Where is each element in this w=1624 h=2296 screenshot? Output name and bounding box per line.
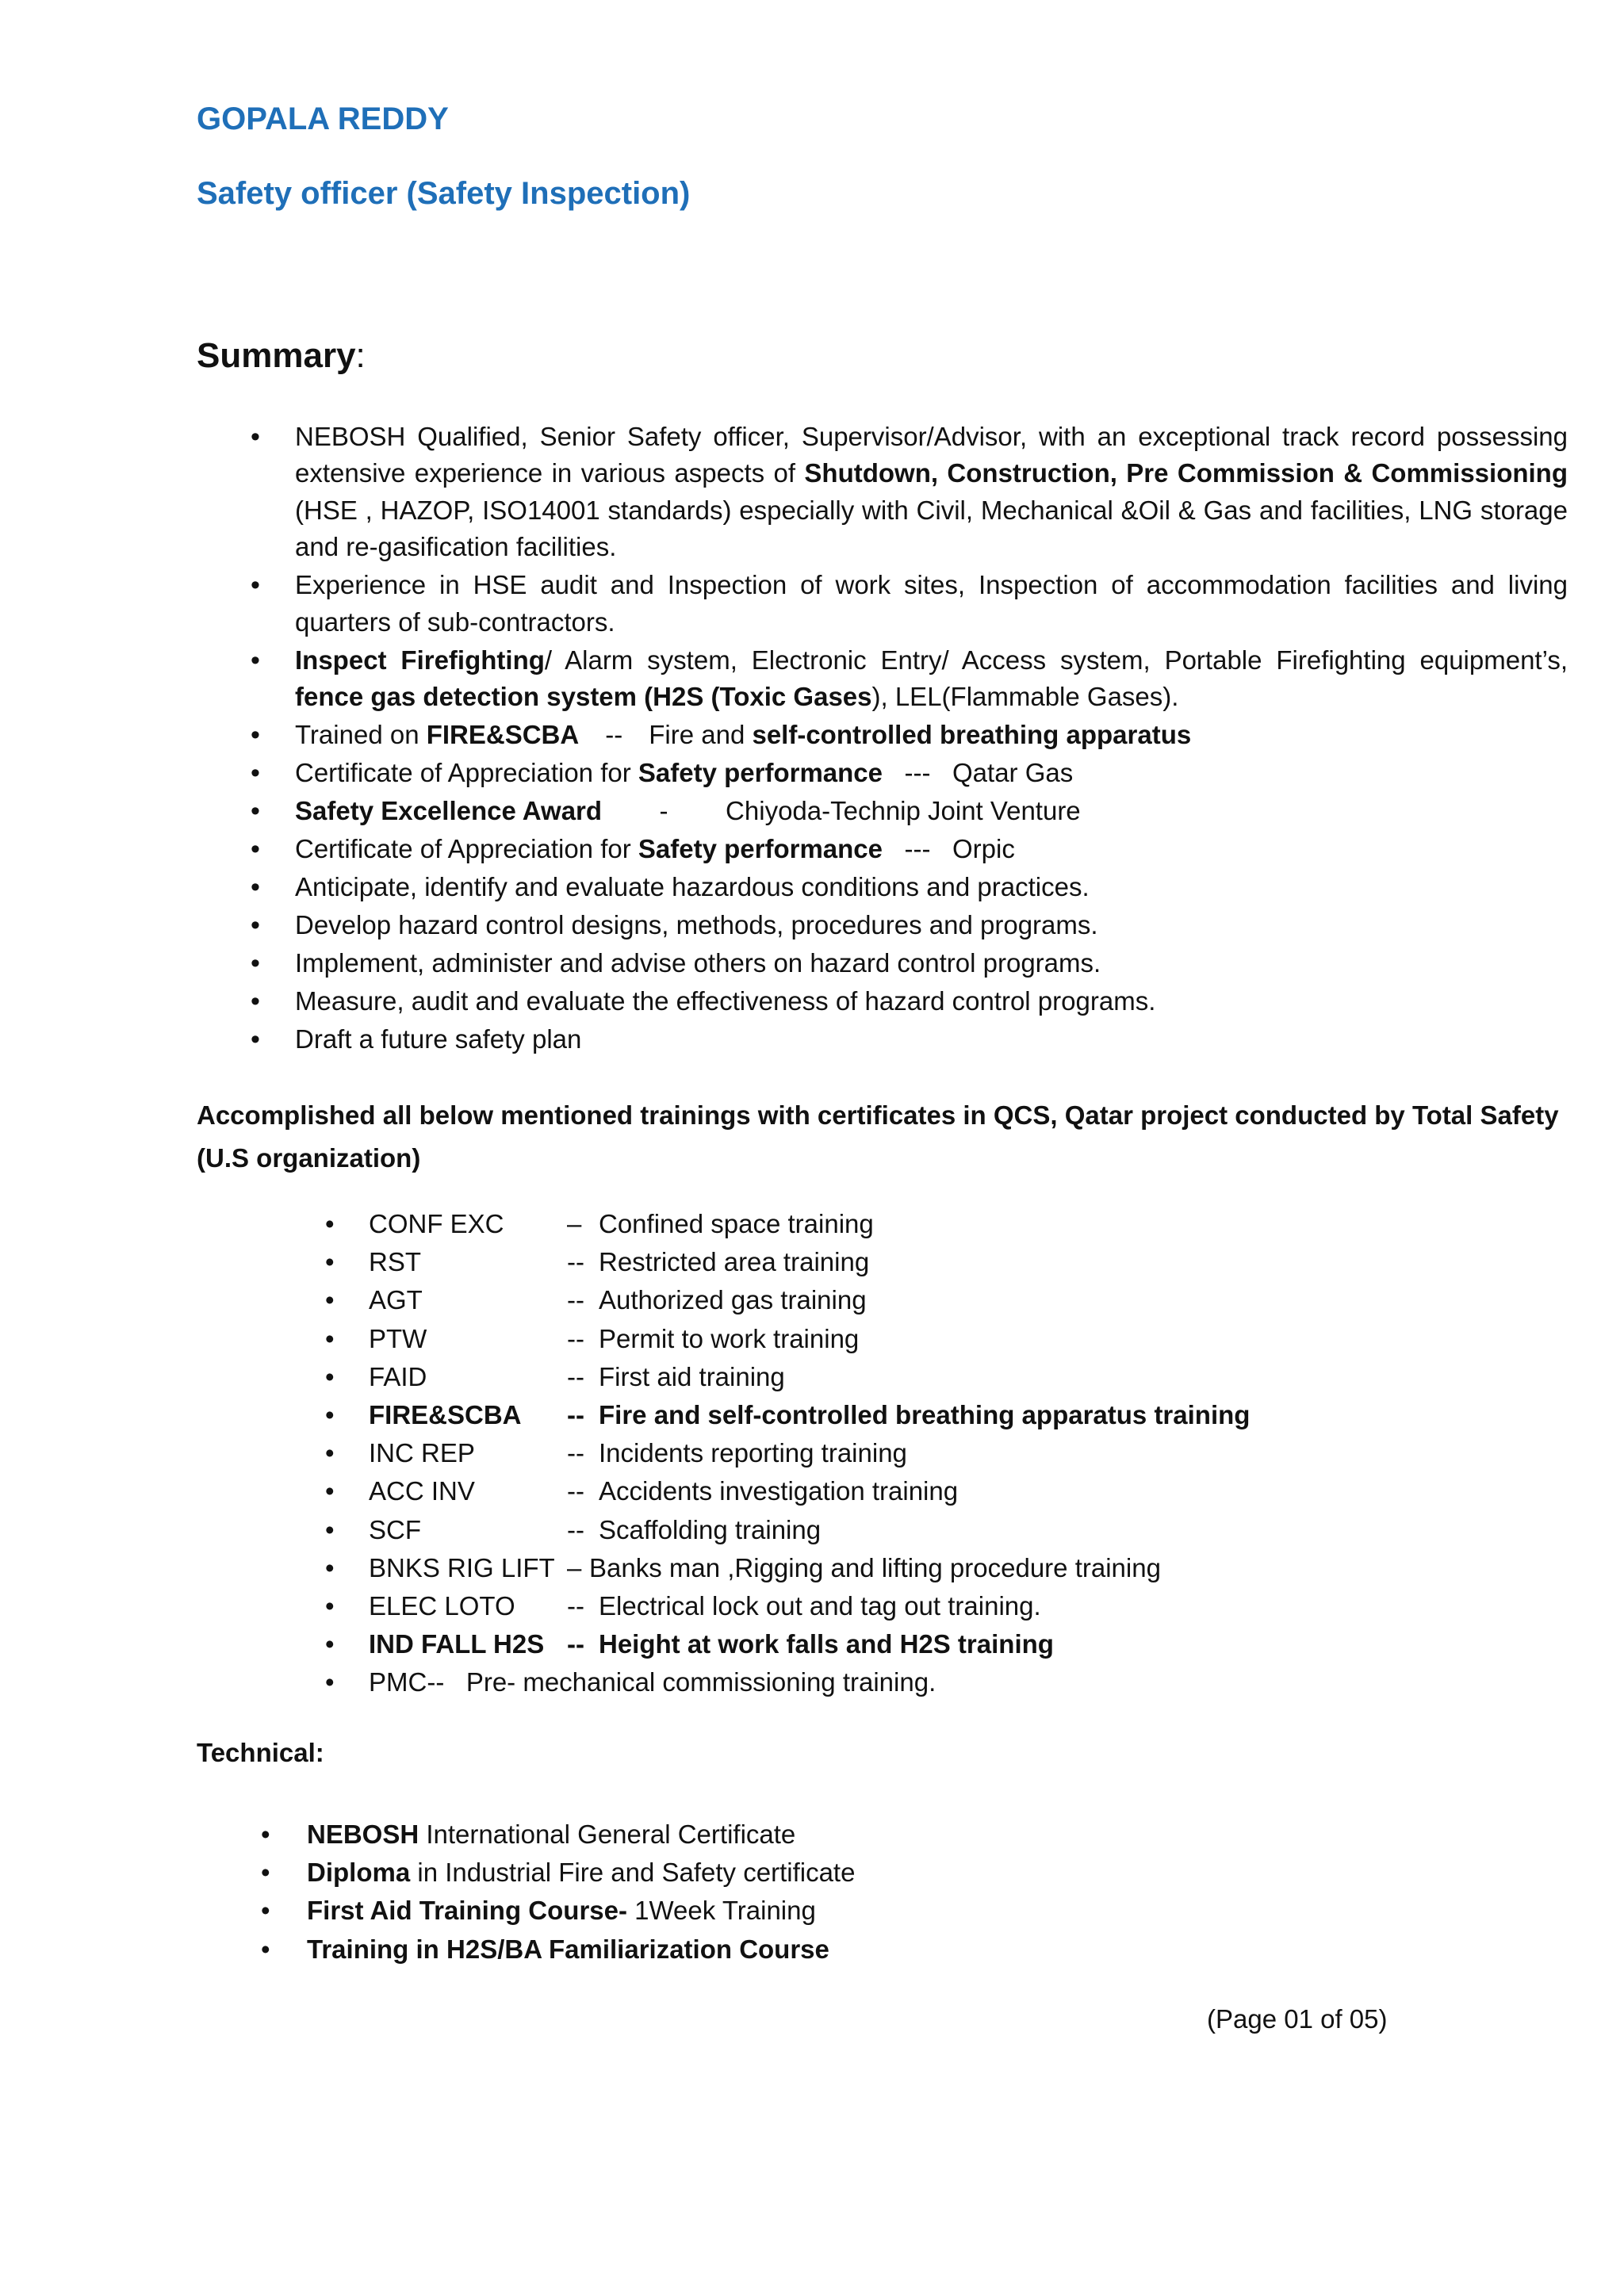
candidate-role: Safety officer (Safety Inspection) [197, 176, 691, 211]
summary-separator: --- [904, 758, 931, 788]
training-item [369, 1663, 1479, 1701]
training-item [369, 1587, 1479, 1625]
technical-text: International General Certificate [419, 1820, 796, 1849]
trainings-intro: Accomplished all below mentioned trainings with certificates in QCS, Qatar project conducted by Total Safety (U.S organization) [197, 1100, 1559, 1173]
page-number: (Page 01 of 05) [1207, 2004, 1388, 2034]
training-separator: -- [567, 1514, 584, 1544]
summary-text: Anticipate, identify and evaluate hazardous conditions and practices. [295, 872, 1090, 902]
training-code: FIRE&SCBA [369, 1400, 522, 1430]
summary-item [295, 1021, 1568, 1058]
summary-bold: fence gas detection system (H2S (Toxic Gases [295, 682, 872, 712]
technical-item [307, 1931, 1417, 1969]
technical-text: 1Week Training [626, 1896, 816, 1926]
summary-text: (HSE , HAZOP, ISO14001 standards) especially with Civil, Mechanical &Oil & Gas and facilities, LNG storage and re-gasification facilities. [295, 495, 1568, 562]
training-separator: -- [567, 1323, 584, 1353]
training-desc: Fire and self-controlled breathing apparatus training [599, 1400, 1251, 1430]
training-code: FAID [369, 1361, 427, 1391]
summary-item [295, 983, 1568, 1020]
summary-bold: FIRE&SCBA [426, 720, 580, 750]
summary-item [295, 907, 1568, 943]
training-separator: -- [567, 1591, 584, 1621]
summary-text: Develop hazard control designs, methods, procedures and programs. [295, 910, 1098, 940]
summary-bold: Safety performance [638, 834, 883, 864]
training-separator: -- [567, 1247, 584, 1277]
training-desc: Incidents reporting training [599, 1438, 907, 1468]
summary-text: Certificate of Appreciation for [295, 834, 638, 864]
training-desc: Authorized gas training [599, 1285, 867, 1315]
training-code: IND FALL H2S [369, 1629, 545, 1659]
training-code: PTW [369, 1323, 427, 1353]
summary-text: Draft a future safety plan [295, 1024, 582, 1054]
training-item [369, 1625, 1479, 1663]
summary-item [295, 755, 1568, 791]
summary-item [295, 717, 1568, 753]
technical-item [307, 1854, 1417, 1892]
summary-text: Measure, audit and evaluate the effectiveness of hazard control programs. [295, 986, 1156, 1016]
summary-separator: - [659, 796, 668, 826]
technical-text: in Industrial Fire and Safety certificate [410, 1858, 856, 1888]
training-desc: Banks man ,Rigging and lifting procedure training [589, 1552, 1161, 1582]
training-item [369, 1320, 1479, 1358]
summary-item [295, 419, 1568, 566]
training-desc: Confined space training [599, 1209, 874, 1238]
summary-text: Trained on [295, 720, 427, 750]
summary-text: Certificate of Appreciation for [295, 758, 638, 788]
training-desc: Restricted area training [599, 1247, 870, 1277]
training-code: ACC INV [369, 1476, 475, 1506]
training-desc: Permit to work training [599, 1323, 860, 1353]
summary-text: / Alarm system, Electronic Entry/ Access system, Portable Firefighting equipment’s, [544, 645, 1568, 675]
training-item [369, 1511, 1479, 1549]
training-desc: Accidents investigation training [599, 1476, 959, 1506]
summary-item [295, 831, 1568, 867]
training-item [369, 1396, 1479, 1434]
training-separator: – [567, 1552, 582, 1582]
training-desc: Height at work falls and H2S training [599, 1629, 1054, 1659]
summary-text: Qatar Gas [952, 758, 1074, 788]
summary-bold: Safety Excellence Award [295, 796, 603, 826]
training-separator: – [567, 1209, 582, 1238]
summary-separator: --- [904, 834, 931, 864]
technical-heading: Technical: [197, 1738, 324, 1767]
training-code: SCF [369, 1514, 421, 1544]
summary-list [295, 419, 1568, 1059]
training-desc: Electrical lock out and tag out training. [599, 1591, 1041, 1621]
summary-text: NEBOSH Qualified, Senior Safety officer, Supervisor/Advisor, with an exceptional track record possessing extensive experience in various aspects of [295, 422, 1568, 488]
training-separator: -- [567, 1361, 584, 1391]
training-item [369, 1281, 1479, 1319]
training-code: RST [369, 1247, 421, 1277]
technical-bold: Diploma [307, 1858, 411, 1888]
technical-bold: NEBOSH [307, 1820, 419, 1849]
training-item [369, 1205, 1479, 1243]
summary-item [295, 567, 1568, 641]
summary-text: Experience in HSE audit and Inspection of work sites, Inspection of accommodation facilities and living quarters of sub-contractors. [295, 570, 1568, 637]
training-code: BNKS RIG LIFT [369, 1552, 555, 1582]
training-list [369, 1205, 1479, 1702]
training-desc: Scaffolding training [599, 1514, 822, 1544]
technical-bold: First Aid Training Course- [307, 1896, 627, 1926]
technical-item [307, 1816, 1417, 1854]
training-desc: First aid training [599, 1361, 785, 1391]
training-code: AGT [369, 1285, 423, 1315]
summary-text: Chiyoda-Technip Joint Venture [726, 796, 1081, 826]
training-separator: -- [567, 1476, 584, 1506]
summary-bold: Safety performance [638, 758, 883, 788]
summary-item [295, 945, 1568, 982]
candidate-name: GOPALA REDDY [197, 101, 449, 136]
technical-list [307, 1816, 1417, 1969]
training-item [369, 1549, 1479, 1587]
summary-heading-label: Summary [197, 336, 356, 375]
summary-text: Fire and [649, 720, 753, 750]
training-code: CONF EXC [369, 1209, 504, 1238]
technical-bold: Training in H2S/BA Familiarization Course [307, 1934, 829, 1964]
summary-item [295, 869, 1568, 905]
summary-text: ), LEL(Flammable Gases). [871, 682, 1179, 712]
technical-item [307, 1892, 1417, 1930]
summary-item [295, 793, 1568, 829]
summary-text: Orpic [952, 834, 1015, 864]
summary-text: Implement, administer and advise others on hazard control programs. [295, 948, 1101, 978]
training-separator: -- [567, 1438, 584, 1468]
training-code: PMC-- [369, 1667, 445, 1697]
summary-bold: Shutdown, Construction, Pre Commission & Commissioning [804, 458, 1568, 488]
training-item [369, 1358, 1479, 1396]
summary-bold: Inspect Firefighting [295, 645, 545, 675]
training-separator: -- [567, 1629, 584, 1659]
training-desc: Pre- mechanical commissioning training. [465, 1667, 936, 1697]
training-item [369, 1434, 1479, 1472]
training-code: INC REP [369, 1438, 475, 1468]
summary-item [295, 642, 1568, 716]
summary-heading [197, 336, 366, 376]
summary-heading-colon: : [355, 336, 366, 375]
training-item [369, 1472, 1479, 1510]
training-separator: -- [567, 1285, 584, 1315]
training-separator: -- [567, 1400, 584, 1430]
summary-bold: self-controlled breathing apparatus [752, 720, 1192, 750]
training-item [369, 1243, 1479, 1281]
training-code: ELEC LOTO [369, 1591, 515, 1621]
summary-separator: -- [605, 720, 623, 750]
